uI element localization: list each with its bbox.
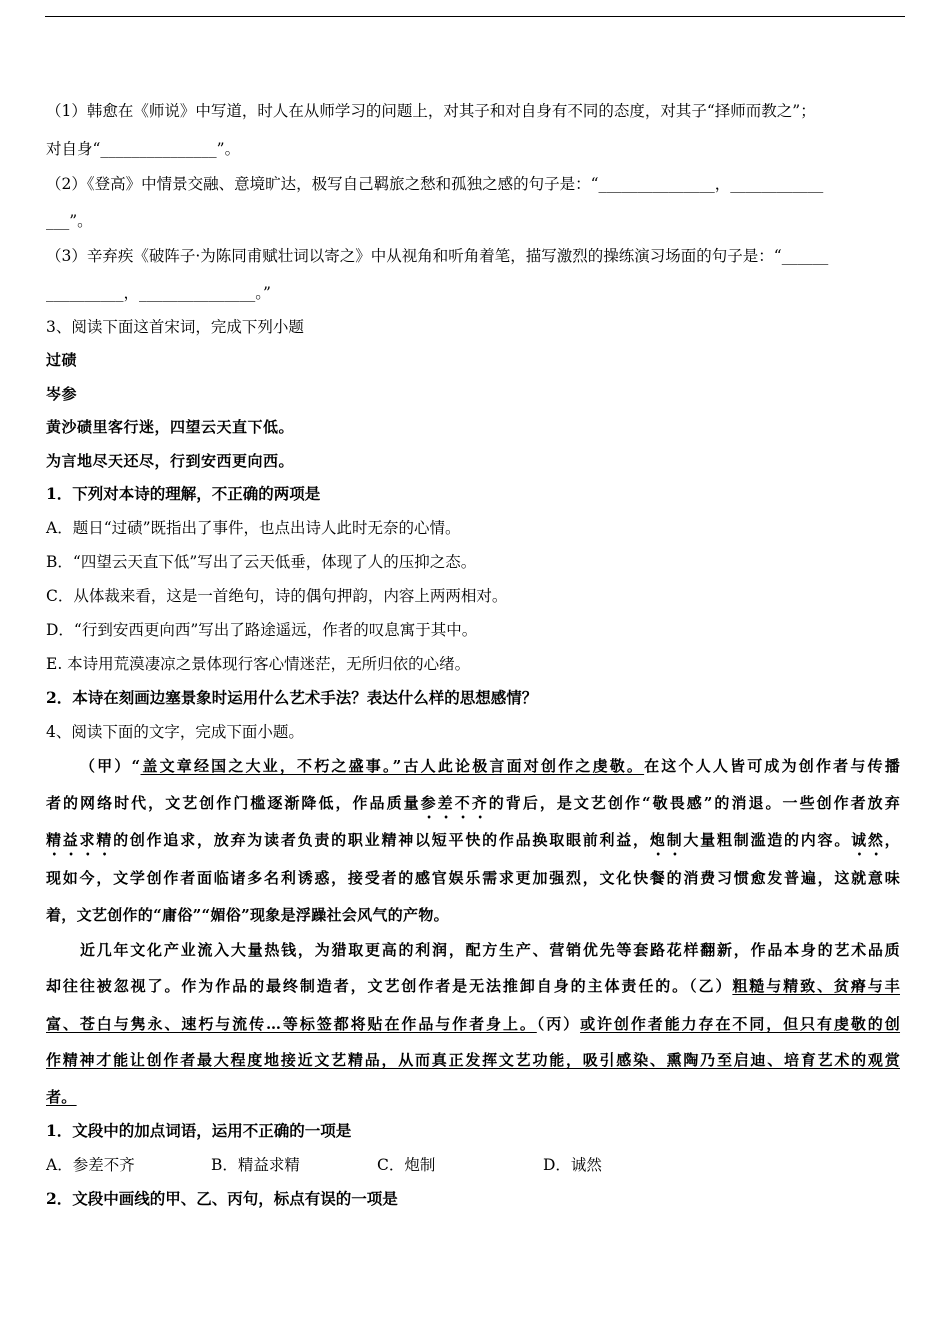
question-4-1: 1．文段中的加点词语，运用不正确的一项是 <box>46 1121 352 1140</box>
poem-author: 岑参 <box>46 385 78 403</box>
passage-para1-line1: （甲）“盖文章经国之大业，不朽之盛事。”古人此论极言面对创作之虔敬。在这个人人皆可成为创作者与传播 <box>80 757 900 775</box>
passage-para1-line4: 现如今，文学创作者面临诸多名利诱惑，接受者的感官娱乐需求更加强烈，文化快餐的消费习惯愈发普遍，这就意味 <box>46 869 900 887</box>
option-c: C．从体裁来看，这是一首绝句，诗的偶句押韵，内容上两两相对。 <box>46 587 508 605</box>
poem-title: 过碛 <box>46 351 78 369</box>
poem-line-2: 为言地尽天还尽，行到安西更向西。 <box>46 452 295 470</box>
underlined-sentence-yi: 粗糙与精致、贫瘠与丰 <box>732 977 900 995</box>
fill-blank-3-line1: （3）辛弃疾《破阵子·为陈同甫赋壮词以寄之》中从视角和听角着笔，描写激烈的操练演习场面的句子是：“______ <box>46 247 829 265</box>
choice-d[interactable]: D．诚然 <box>543 1156 602 1174</box>
dotted-word-paozhi: 炮制 <box>649 831 684 849</box>
option-e: E. 本诗用荒漠凄凉之景体现行客心情迷茫，无所归依的心绪。 <box>46 655 471 673</box>
underlined-sentence-jia: 盖文章经国之大业，不朽之盛事。”古人此论极言面对创作之虔敬。 <box>140 757 645 775</box>
fill-blank-1-line1: （1）韩愈在《师说》中写道，时人在从师学习的问题上，对其子和对自身有不同的态度，对其子“择师而教之”； <box>46 102 816 120</box>
option-a: A．题日“过碛”既指出了事件，也点出诗人此时无奈的心情。 <box>46 519 461 537</box>
question-3-heading: 3、阅读下面这首宋词，完成下列小题 <box>46 318 304 336</box>
header-rule <box>45 16 905 17</box>
passage-para2-line4: 作精神才能让创作者最大程度地接近文艺精品，从而真正发挥文艺功能，吸引感染、熏陶乃至启迪、培育艺术的观赏 <box>46 1051 900 1069</box>
choice-b[interactable]: B．精益求精 <box>211 1156 300 1174</box>
passage-para2-line5: 者。 <box>46 1088 77 1106</box>
choice-a[interactable]: A．参差不齐 <box>46 1156 135 1174</box>
passage-para1-line3: 精益求精的创作追求，放弃为读者负责的职业精神以短平快的作品换取眼前利益，炮制大量粗制滥造的内容。诚然， <box>46 831 900 849</box>
option-b: B．“四望云天直下低”写出了云天低垂，体现了人的压抑之态。 <box>46 553 477 571</box>
fill-blank-2-line1: （2）《登高》中情景交融、意境旷达，极写自己羁旅之愁和孤独之感的句子是：“_______________，____________ <box>46 175 824 193</box>
question-3-1: 1．下列对本诗的理解，不正确的两项是 <box>46 484 321 503</box>
fill-blank-2-line2: ___”。 <box>46 212 93 230</box>
dotted-word-cenci: 参差不齐 <box>420 794 489 812</box>
question-3-2: 2．本诗在刻画边塞景象时运用什么艺术手法？表达什么样的思想感情？ <box>46 688 538 707</box>
dotted-word-jingyi: 精益求精 <box>46 831 114 849</box>
choice-c[interactable]: C．炮制 <box>377 1156 436 1174</box>
question-4-2: 2．文段中画线的甲、乙、丙句，标点有误的一项是 <box>46 1189 398 1208</box>
fill-blank-3-line2: __________，_______________。” <box>46 284 271 302</box>
passage-para1-line2: 者的网络时代，文艺创作门槛逐渐降低，作品质量参差不齐的背后，是文艺创作“敬畏感”的消退。一些创作者放弃 <box>46 794 901 812</box>
passage-para2-line1: 近几年文化产业流入大量热钱，为猎取更高的利润，配方生产、营销优先等套路花样翻新，作品本身的艺术品质 <box>80 941 900 959</box>
fill-blank-1-line2: 对自身“_______________”。 <box>46 140 241 158</box>
passage-para2-line3: 富、苍白与隽永、速朽与流传…等标签都将贴在作品与作者身上。（丙）或许创作者能力存在不同，但只有虔敬的创 <box>46 1015 901 1033</box>
underlined-sentence-bing: 或许创作者能力存在不同，但只有虔敬的创 <box>580 1015 901 1033</box>
passage-para2-line2: 却往往被忽视了。作为作品的最终制造者，文艺创作者是无法推卸自身的主体责任的。（乙）粗糙与精致、贫瘠与丰 <box>46 977 900 995</box>
question-4-1-options <box>46 1155 902 1175</box>
option-d: D．“行到安西更向西”写出了路途遥远，作者的叹息寓于其中。 <box>46 621 478 639</box>
dotted-word-chengran: 诚然 <box>851 831 885 849</box>
question-4-heading: 4、阅读下面的文字，完成下面小题。 <box>46 723 304 741</box>
poem-line-1: 黄沙碛里客行迷，四望云天直下低。 <box>46 418 295 436</box>
passage-para1-line5: 着，文艺创作的“庸俗”“媚俗”现象是浮躁社会风气的产物。 <box>46 906 449 924</box>
